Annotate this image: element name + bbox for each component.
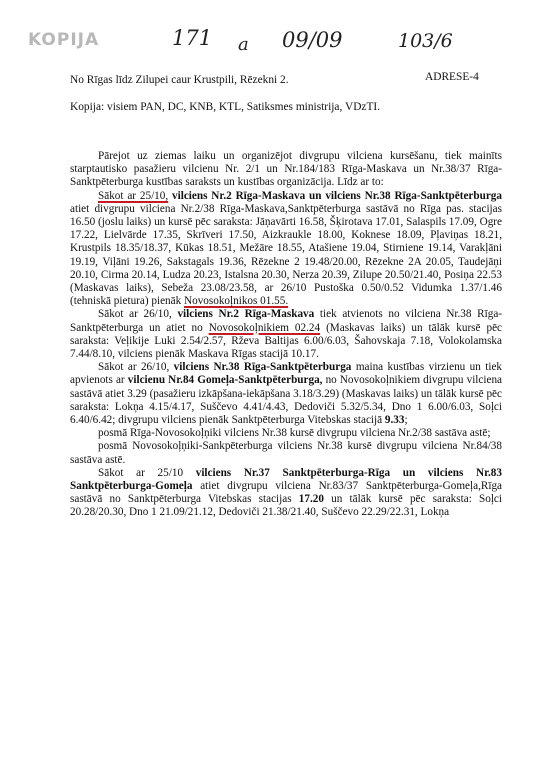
bold-train: vilciens Nr.38 Rīga-Sanktpēterburga [173, 361, 352, 374]
paragraph-train-2-38 [70, 190, 502, 309]
paragraph-text: ; [404, 414, 408, 427]
bold-time: 9.33 [384, 414, 405, 427]
handwritten-date: 09/09 [282, 28, 343, 52]
paragraph-intro: Pārejot uz ziemas laiku un organizējot divgrupu vilciena kursēšanu, tiek mainīts starptautisko pasažieru vilcienu Nr. 2/1 un Nr.184/183 Rīga-Maskava un Nr.38/37 Rīga-Sanktpēterburga kustības saraksts un kustības organizācija. Līdz ar to: [70, 150, 502, 189]
document-body [70, 150, 502, 520]
kopija-stamp: KOPIJA [28, 30, 100, 50]
underlined-departure: Novosokoļnikiem 02.24 [208, 321, 321, 334]
paragraph-section-2: posmā Novosokoļņiki-Sankpēterburga vilciens Nr.38 kursē divgrupu vilciena Nr.84/38 sastāva astē. [70, 440, 502, 466]
paragraph-train-38 [70, 361, 502, 427]
bold-train: vilcienu Nr.84 Gomeļa-Sanktpēterburga, [127, 374, 323, 387]
bold-trains: vilciens Nr.2 Rīga-Maskava un vilciens Nr.38 Rīga-Sanktpēterburga [172, 189, 502, 202]
underlined-arrival: Novosokoļnikos 01.55. [184, 295, 289, 308]
paragraph-text: Sākot ar 26/10, [98, 308, 172, 321]
paragraph-train-37-83 [70, 467, 502, 520]
bold-time: 17.20 [298, 493, 324, 506]
paragraph-train-2 [70, 308, 502, 361]
address-code: ADRESE-4 [425, 71, 479, 83]
paragraph-text: atiet divgrupu vilciena Nr.83/37 Sanktpēterburga-Gomeļa,Rīga sastāvā no Sanktpēterburga Vitebskas stacijas [70, 480, 502, 506]
paragraph-text: tiek atvienots no vilciena Nr.38 Rīga-Sanktpēterburga un atiet no [70, 308, 503, 334]
copy-recipients: Kopija: visiem PAN, DC, KNB, KTL, Satiksmes ministrija, VDzTI. [70, 101, 381, 113]
bold-train: vilciens Nr.2 Rīga-Maskava [177, 308, 315, 321]
paragraph-text: no Novosokoļnikiem divgrupu vilciena sastāvā atiet 3.29 (pasažieru izkāpšana-iekāpšana 3.18/3.29) (Maskavas laiks) un tālāk kursē pēc saraksta: Lokņa 4.15/4.17, Suščevo 4.41/4.43, Dedoviči 5.32/5.34, Dno 1 6.00/6.03, Soļci 6.40/6.42; divgrupu vilciens pienāk Sanktpēterburga Vitebskas stacijā [70, 374, 503, 427]
underlined-date: Sākot ar 25/10, [98, 189, 169, 202]
bold-trains: vilciens Nr.37 Sanktpēterburga-Rīga un vilciens Nr.83 Sanktpēterburga-Gomeļa [70, 466, 502, 493]
handwritten-reference: 103/6 [398, 30, 453, 52]
paragraph-text: maina kustības virzienu un tiek apvienots ar [70, 361, 503, 387]
paragraph-text: (Maskavas laiks) un tālāk kursē pēc saraksta: Veļikije Luki 2.54/2.57, Rževa Baltijas 6.00/6.03, Šahovskaja 7.18, Volokolamska 7.44/8.10, vilciens pienāk Maskava Rīgas stacijā 10.17. [70, 321, 503, 361]
paragraph-text: atiet divgrupu vilciena Nr.2/38 Rīga-Maskava,Sanktpēterburga sastāvā no Rīga pas. stacijas 16.50 (joslu laiks) un kursē pēc saraksta: Jāņavārti 16.58, Šķirotava 17.01, Salaspils 17.09, Ogre 17.22, Lielvārde 17.35, Skrīveri 17.50, Aizkraukle 18.00, Koknese 18.09, Pļaviņas 18.21, Krustpils 18.35/18.37, Kūkas 18.51, Mežāre 18.55, Atašiene 19.04, Stirniene 19.14, Varakļāni 19.19, Viļāni 19.26, Sakstagals 19.36, Rēzekne 2 19.48/20.00, Rēzekne 2A 20.05, Taudejāņi 20.10, Cirma 20.14, Ludza 20.23, Istalsna 20.30, Nerza 20.39, Zilupe 20.50/21.40, Posiņa 22.53 (Maskavas laiks), Sebeža 23.08/23.58, ar 26/10 Pustoška 0.50/0.52 Vidumka 1.37/1.46 (tehniskā pietura) pienāk [70, 202, 502, 308]
handwritten-letter: a [238, 34, 249, 55]
address-line: No Rīgas līdz Zilupei caur Krustpili, Rēzekni 2. [70, 74, 289, 86]
paragraph-section-1: posmā Rīga-Novosokoļņiki vilciens Nr.38 kursē divgrupu vilciena Nr.2/38 sastāva astē; [98, 427, 491, 440]
handwritten-number: 171 [172, 26, 213, 50]
paragraph-text: Sākot ar 26/10, [98, 361, 170, 374]
paragraph-text: Sākot ar 25/10 [98, 466, 184, 479]
paragraph-text: un tālāk kursē pēc saraksta: Soļci 20.28/20.30, Dno 1 21.09/21.12, Dedoviči 21.38/21.40, Suščevo 22.29/22.31, Lokņa [70, 493, 503, 519]
